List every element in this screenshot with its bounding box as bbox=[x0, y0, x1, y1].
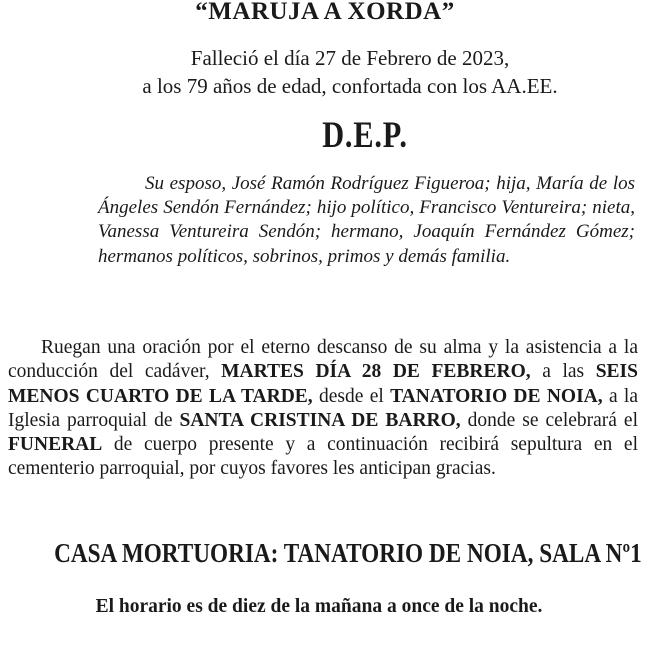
prayer-text-6: de cuerpo presente y a continuación recibirá sepultura en el cementerio parroquial, por cuyos favores les anticipan gracias. bbox=[8, 434, 638, 480]
prayer-date: MARTES DÍA 28 DE FEBRERO, bbox=[221, 361, 531, 383]
prayer-text-4: a la Iglesia parroquial de bbox=[8, 385, 638, 431]
prayer-text-3: desde el bbox=[312, 385, 391, 407]
family-paragraph: Su esposo, José Ramón Rodríguez Figueroa; hija, María de los Ángeles Sendón Fernández; hijo político, Francisco Ventureira; nieta, Vanessa Ventureira Sendón; hermano, Joaquín Fernández Gómez; hermanos políticos, sobrinos, primos y demás familia. bbox=[98, 173, 635, 267]
prayer-origin: TANATORIO DE NOIA, bbox=[390, 385, 603, 407]
death-date-line: Falleció el día 27 de Febrero de 2023, bbox=[190, 46, 510, 70]
age-line: a los 79 años de edad, confortada con los AA.EE. bbox=[142, 74, 558, 98]
mortuary-heading: CASA MORTUORIA: TANATORIO DE NOIA, SALA Nº1 bbox=[54, 538, 642, 568]
opening-hours: El horario es de diez de la mañana a once de la noche. bbox=[95, 596, 543, 617]
death-info bbox=[80, 44, 620, 100]
deceased-nickname: “MARUJA A XORDA” bbox=[195, 0, 455, 25]
prayer-text-1: Ruegan una oración por el eterno descanso de su alma y la asistencia a la conducción del cadáver, bbox=[8, 337, 638, 383]
prayer-text-5: donde se celebrará el bbox=[460, 409, 639, 431]
prayer-funeral: FUNERAL bbox=[8, 434, 103, 456]
prayer-paragraph bbox=[8, 336, 638, 482]
prayer-text-2: a las bbox=[530, 361, 596, 383]
prayer-time: SEIS MENOS CUARTO DE LA TARDE, bbox=[8, 361, 638, 407]
dep-heading: D.E.P. bbox=[322, 115, 408, 156]
prayer-church: SANTA CRISTINA DE BARRO, bbox=[179, 409, 461, 431]
